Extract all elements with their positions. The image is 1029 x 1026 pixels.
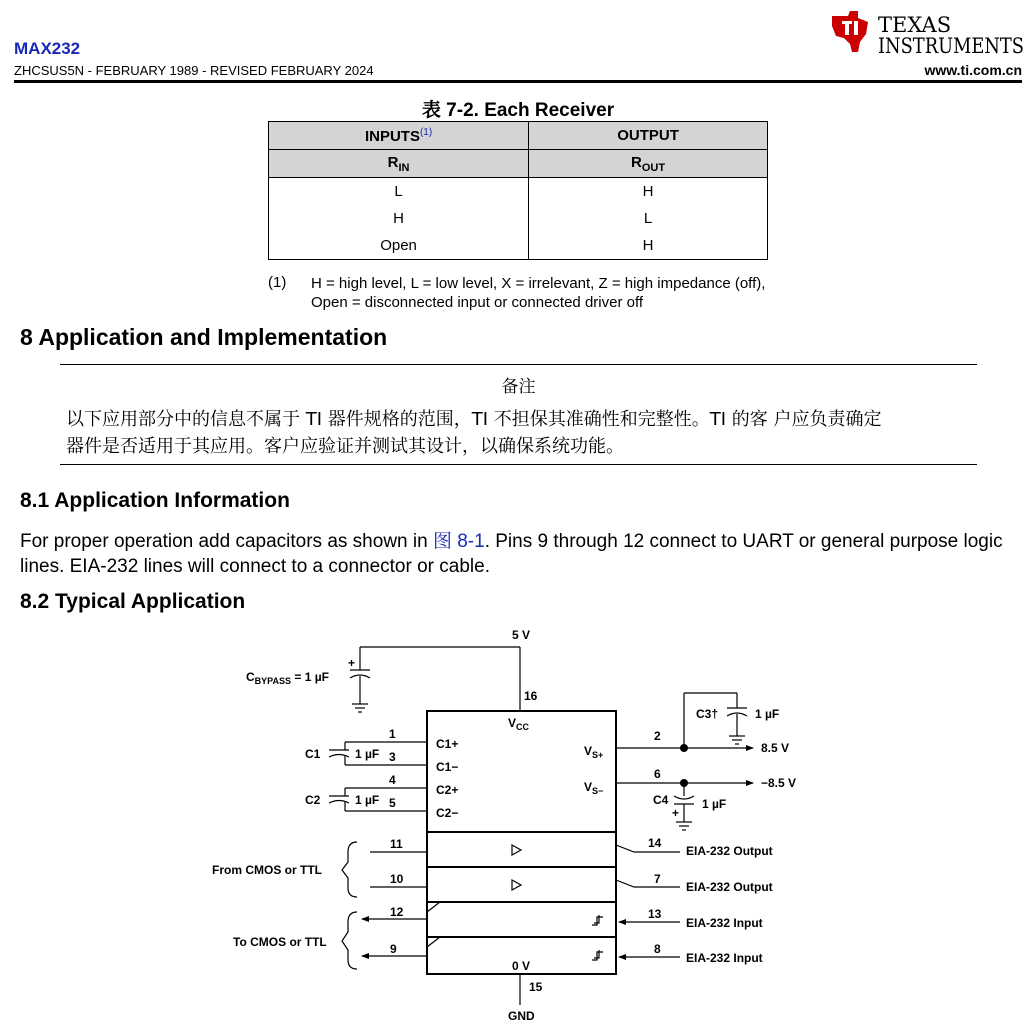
driver-output-label-2: EIA-232 Output bbox=[686, 880, 773, 894]
c4-value: 1 µF bbox=[702, 797, 727, 811]
cbypass-plus: + bbox=[348, 656, 356, 670]
receiver-input-label-1: EIA-232 Input bbox=[686, 916, 763, 930]
note-bottom-rule bbox=[60, 464, 977, 465]
table-caption: 表 7-2. Each Receiver bbox=[421, 100, 615, 121]
pin-receiver-out-1: 12 bbox=[390, 905, 404, 919]
c1-value: 1 µF bbox=[355, 747, 380, 761]
section-8-1-title: 8.1 Application Information bbox=[20, 489, 290, 512]
cell-input: L bbox=[269, 178, 529, 206]
footnote-number: (1) bbox=[268, 274, 287, 291]
c1-label: C1 bbox=[305, 747, 321, 761]
ti-logo bbox=[828, 8, 1024, 54]
part-number: MAX232 bbox=[14, 39, 81, 58]
c4-plus: + bbox=[672, 806, 680, 820]
cell-output: H bbox=[529, 232, 768, 260]
figure-8-1-link[interactable]: 图 8-1 bbox=[432, 531, 485, 552]
label-c2p: C2+ bbox=[436, 783, 459, 797]
pin-vsm: 6 bbox=[654, 767, 661, 781]
table-row bbox=[269, 232, 768, 260]
cell-output: H bbox=[529, 178, 768, 206]
note-body bbox=[66, 406, 976, 460]
pin-driver-in-1: 11 bbox=[390, 837, 403, 851]
pin-c1p: 1 bbox=[389, 727, 396, 741]
header-rin: $R_{IN}$ bbox=[269, 150, 529, 178]
cell-input: Open bbox=[269, 232, 529, 260]
c2-value: 1 µF bbox=[355, 793, 380, 807]
to-cmos-label: To CMOS or TTL bbox=[233, 935, 327, 949]
table-row bbox=[269, 205, 768, 232]
logo-line1: TEXAS bbox=[878, 13, 952, 37]
section-8-title: 8 Application and Implementation bbox=[20, 324, 388, 350]
header-inputs: INPUTS$^{(1)}$ bbox=[269, 122, 529, 150]
label-c1m: C1− bbox=[436, 760, 459, 774]
label-c2m: C2− bbox=[436, 806, 459, 820]
section-8-2-title: 8.2 Typical Application bbox=[20, 590, 246, 613]
vs-plus-label: $V_{S+}$ bbox=[584, 744, 604, 760]
pin-receiver-in-2: 8 bbox=[654, 942, 661, 956]
pin-c1m: 3 bbox=[389, 750, 396, 764]
vcc-label: $V_{CC}$ bbox=[508, 716, 530, 732]
website-url[interactable]: www.ti.com.cn bbox=[924, 62, 1022, 78]
application-info-paragraph: For proper operation add capacitors as shown in 图 8-1. Pins 9 through 12 connect to UART or general purpose logic lines. EIA-232 lines will connect to a connector or cable. bbox=[20, 531, 1003, 577]
driver-output-label-1: EIA-232 Output bbox=[686, 844, 773, 858]
pin-gnd: 15 bbox=[529, 980, 543, 994]
pin-c2p: 4 bbox=[389, 773, 396, 787]
pin-driver-out-2: 7 bbox=[654, 872, 661, 886]
vs-minus-label: $V_{S-}$ bbox=[584, 780, 604, 796]
pin-driver-in-2: 10 bbox=[390, 872, 404, 886]
label-c1p: C1+ bbox=[436, 737, 459, 751]
c3-value: 1 µF bbox=[755, 707, 780, 721]
pin-driver-out-1: 14 bbox=[648, 836, 662, 850]
header-output: OUTPUT bbox=[529, 122, 768, 150]
note-top-rule bbox=[60, 364, 977, 365]
document-meta: ZHCSUS5N - FEBRUARY 1989 - REVISED FEBRUARY 2024 bbox=[14, 63, 374, 78]
c2-label: C2 bbox=[305, 793, 321, 807]
schmitt-trigger-icon bbox=[592, 917, 603, 925]
typical-application-schematic bbox=[0, 620, 1029, 1026]
header-rule bbox=[14, 80, 1022, 83]
junction-dot bbox=[680, 744, 688, 752]
note-line-2: 器件是否适用于其应用。客户应验证并测试其设计，以确保系统功能。 bbox=[66, 436, 624, 457]
gnd-label: GND bbox=[508, 1009, 535, 1023]
note-title: 备注 bbox=[501, 377, 536, 396]
pin-receiver-out-2: 9 bbox=[390, 942, 397, 956]
header-rout: $R_{OUT}$ bbox=[529, 150, 768, 178]
logo-line2: INSTRUMENTS bbox=[878, 34, 1024, 54]
zero-v-label: 0 V bbox=[512, 959, 531, 973]
footnote-ref-link[interactable]: (1) bbox=[419, 126, 433, 138]
vpos-label: 8.5 V bbox=[761, 741, 790, 755]
cbypass-label: $C_{BYPASS} = 1$ µF bbox=[246, 670, 329, 686]
footnote-text: H = high level, L = low level, X = irrelevant, Z = high impedance (off), Open = disconnected input or connected driver off bbox=[311, 275, 766, 311]
supply-label: 5 V bbox=[512, 628, 531, 642]
note-line-1: 以下应用部分中的信息不属于 TI 器件规格的范围，TI 不担保其准确性和完整性。TI 的客 户应负责确定 bbox=[66, 409, 882, 430]
receiver-function-table bbox=[268, 121, 768, 260]
ti-emblem-icon bbox=[832, 11, 868, 52]
junction-dot bbox=[680, 779, 688, 787]
cell-input: H bbox=[269, 205, 529, 232]
vneg-label: −8.5 V bbox=[761, 776, 797, 790]
c3-label: C3† bbox=[696, 707, 719, 721]
cell-output: L bbox=[529, 205, 768, 232]
pin-c2m: 5 bbox=[389, 796, 396, 810]
receiver-input-label-2: EIA-232 Input bbox=[686, 951, 763, 965]
table-row bbox=[269, 178, 768, 206]
from-cmos-label: From CMOS or TTL bbox=[212, 863, 322, 877]
schmitt-trigger-icon bbox=[592, 952, 603, 960]
pin-vsp: 2 bbox=[654, 729, 661, 743]
pin-receiver-in-1: 13 bbox=[648, 907, 662, 921]
c4-label: C4 bbox=[653, 793, 669, 807]
pin-vcc: 16 bbox=[524, 689, 538, 703]
